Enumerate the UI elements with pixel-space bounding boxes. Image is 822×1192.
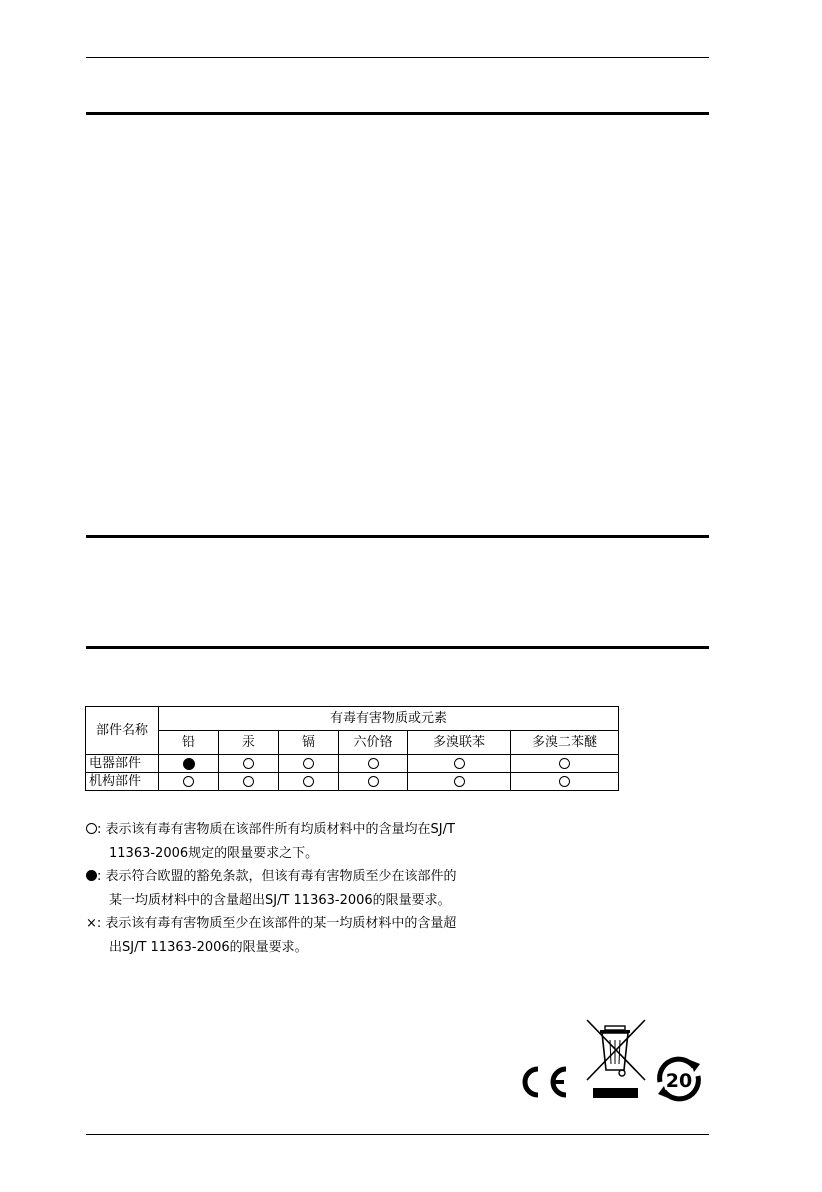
note-text: : 表示该有毒有害物质至少在该部件的某一均质材料中的含量超	[96, 916, 457, 931]
epup-20-year-icon	[652, 1054, 706, 1104]
status-symbol	[454, 776, 465, 787]
note-text-continued: 11363-2006规定的限量要求之下。	[109, 845, 319, 861]
note-text: : 表示该有毒有害物质在该部件所有均质材料中的含量均在SJ/T	[97, 822, 455, 837]
status-symbol	[303, 758, 314, 769]
hazardous-substance-table	[85, 706, 619, 791]
ce-mark-icon	[514, 1064, 570, 1100]
section-rule-3	[86, 646, 709, 649]
status-symbol	[243, 776, 254, 787]
column-header: 六价铬	[339, 731, 408, 755]
table-row	[86, 773, 619, 791]
column-header: 铅	[159, 731, 219, 755]
part-name-header: 部件名称	[86, 707, 159, 755]
note-open-circle	[86, 818, 546, 865]
filled-circle-icon	[86, 870, 97, 881]
status-symbol	[368, 758, 379, 769]
status-symbol	[559, 776, 570, 787]
note-text: : 表示符合欧盟的豁免条款，但该有毒有害物质至少在该部件的	[97, 869, 457, 884]
table-row	[86, 755, 619, 773]
column-header: 多溴联苯	[408, 731, 511, 755]
bottom-rule	[86, 1134, 709, 1135]
top-rule	[86, 57, 709, 58]
section-rule-2	[86, 535, 709, 538]
status-symbol	[454, 758, 465, 769]
status-symbol	[559, 758, 570, 769]
note-filled-circle	[86, 865, 546, 912]
epup-year-text: 20	[665, 1070, 693, 1092]
status-symbol	[243, 758, 254, 769]
note-text-continued: 某一均质材料中的含量超出SJ/T 11363-2006的限量要求。	[109, 892, 451, 908]
legend-notes	[86, 818, 546, 959]
row-label: 电器部件	[86, 755, 159, 773]
status-symbol	[183, 758, 195, 770]
note-cross	[86, 912, 546, 959]
note-text-continued: 出SJ/T 11363-2006的限量要求。	[109, 939, 308, 955]
status-symbol	[303, 776, 314, 787]
column-header: 镉	[279, 731, 339, 755]
column-header: 汞	[219, 731, 279, 755]
row-label: 机构部件	[86, 773, 159, 791]
section-rule-1	[86, 112, 709, 115]
status-symbol	[183, 776, 194, 787]
open-circle-icon	[86, 823, 97, 834]
crossed-out-wheelie-bin-icon	[585, 1018, 647, 1100]
column-header: 多溴二苯醚	[511, 731, 619, 755]
cross-icon: ×	[86, 916, 97, 931]
status-symbol	[368, 776, 379, 787]
substance-group-header: 有毒有害物质或元素	[159, 707, 619, 731]
